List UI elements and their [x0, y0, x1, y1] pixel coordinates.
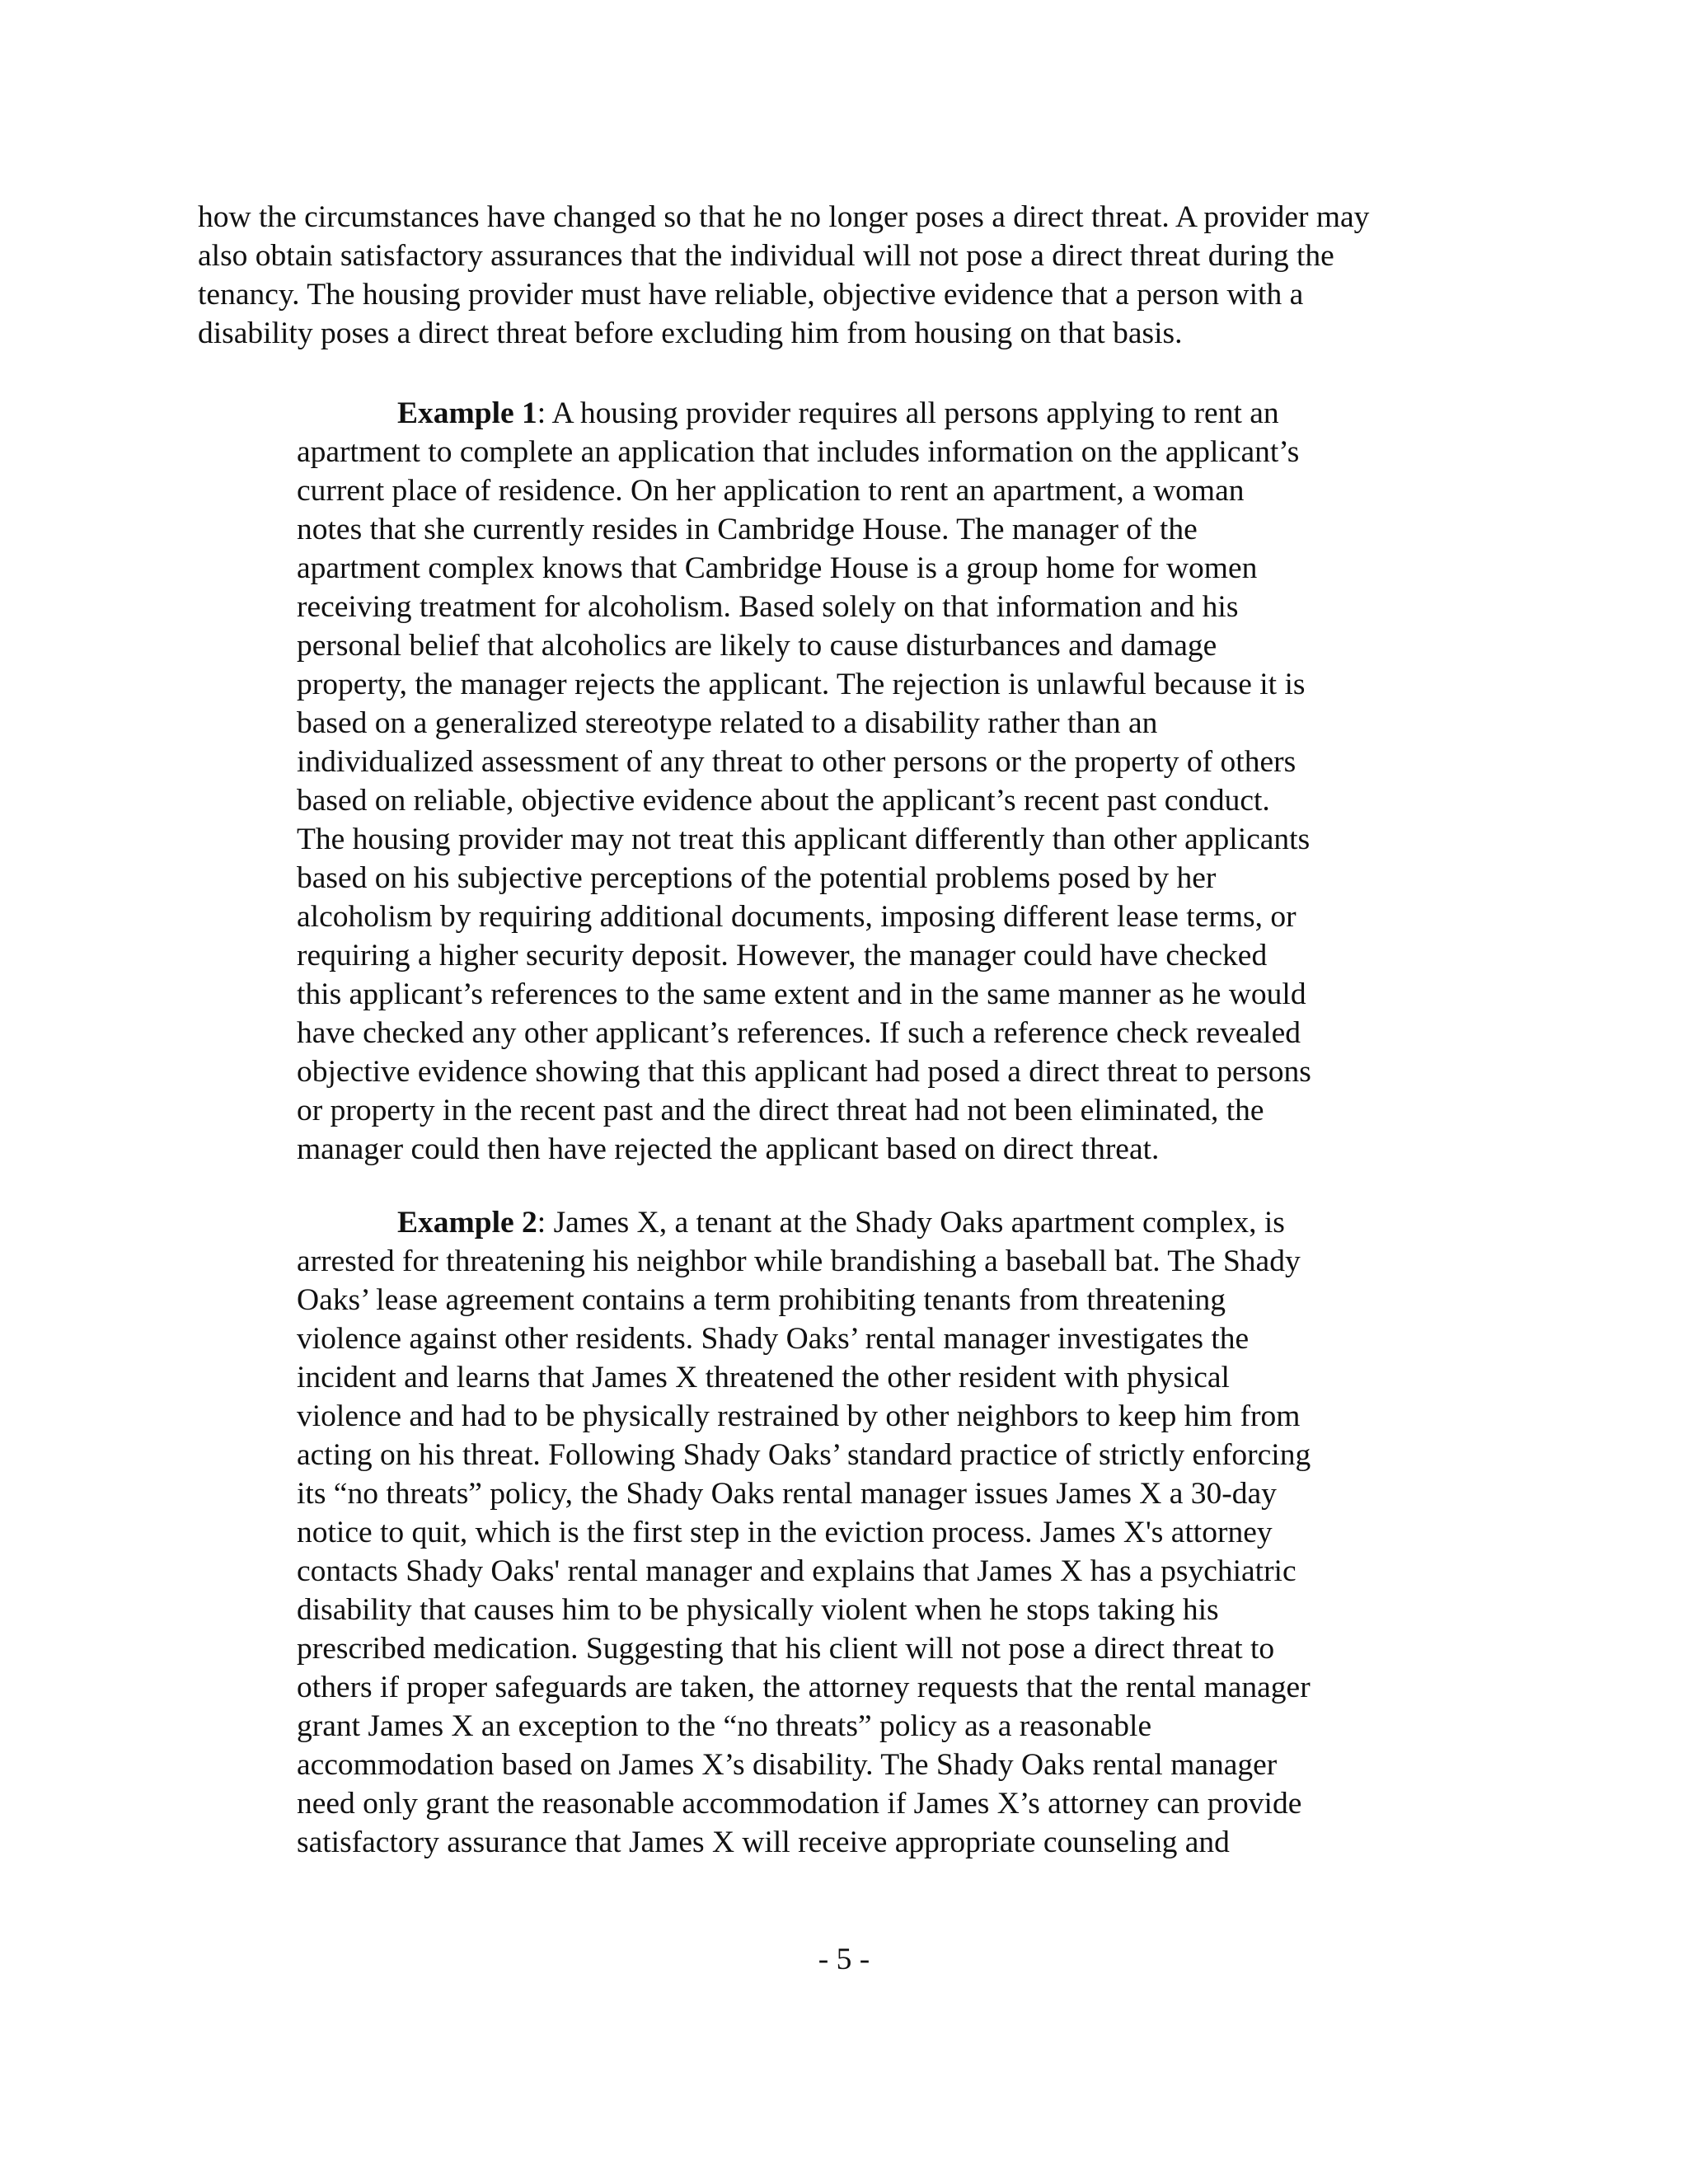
paragraph-line: disability poses a direct threat before excluding him from housing on that basis.: [198, 316, 1183, 350]
paragraph-line: or property in the recent past and the direct threat had not been eliminated, the: [297, 1094, 1264, 1127]
paragraph-line: The housing provider may not treat this applicant differently than other applicants: [297, 823, 1311, 856]
paragraph-line: based on his subjective perceptions of the potential problems posed by her: [297, 861, 1217, 895]
paragraph-line: Oaks’ lease agreement contains a term prohibiting tenants from threatening: [297, 1283, 1226, 1317]
paragraph-line: violence and had to be physically restrained by other neighbors to keep him from: [297, 1399, 1301, 1433]
paragraph-line: this applicant’s references to the same extent and in the same manner as he would: [297, 977, 1306, 1011]
paragraph-line: based on reliable, objective evidence about the applicant’s recent past conduct.: [297, 784, 1270, 818]
paragraph-line: prescribed medication. Suggesting that his client will not pose a direct threat to: [297, 1632, 1275, 1666]
paragraph-line: personal belief that alcoholics are likely to cause disturbances and damage: [297, 629, 1217, 663]
paragraph-line: property, the manager rejects the applicant. The rejection is unlawful because it is: [297, 668, 1306, 701]
paragraph-line: have checked any other applicant’s references. If such a reference check revealed: [297, 1016, 1301, 1050]
example-2-paragraph: [297, 1203, 1467, 1862]
paragraph-line: need only grant the reasonable accommodation if James X’s attorney can provide: [297, 1787, 1302, 1821]
paragraph-first-line: [297, 1203, 1467, 1242]
page-number: - 5 -: [818, 1943, 870, 1976]
paragraph-line: apartment to complete an application that includes information on the applicant’s: [297, 435, 1300, 469]
paragraph-line: violence against other residents. Shady Oaks’ rental manager investigates the: [297, 1322, 1250, 1356]
paragraph-line: manager could then have rejected the applicant based on direct threat.: [297, 1132, 1160, 1166]
paragraph-text: : James X, a tenant at the Shady Oaks apartment complex, is: [537, 1206, 1285, 1240]
paragraph-line: disability that causes him to be physically violent when he stops taking his: [297, 1593, 1219, 1627]
paragraph-line: acting on his threat. Following Shady Oaks’ standard practice of strictly enforcing: [297, 1438, 1311, 1472]
paragraph-line: tenancy. The housing provider must have reliable, objective evidence that a person with a: [198, 278, 1304, 312]
intro-paragraph: [198, 198, 1517, 353]
paragraph-line: notice to quit, which is the first step in the eviction process. James X's attorney: [297, 1516, 1273, 1549]
paragraph-line: alcoholism by requiring additional documents, imposing different lease terms, or: [297, 900, 1296, 934]
paragraph-line: its “no threats” policy, the Shady Oaks rental manager issues James X a 30-day: [297, 1477, 1277, 1511]
paragraph-line: notes that she currently resides in Cambridge House. The manager of the: [297, 513, 1198, 546]
paragraph-line: receiving treatment for alcoholism. Based solely on that information and his: [297, 590, 1239, 624]
paragraph-line: also obtain satisfactory assurances that the individual will not pose a direct threat during the: [198, 239, 1334, 273]
paragraph-line: based on a generalized stereotype related to a disability rather than an: [297, 706, 1158, 740]
example-label: Example 1: [397, 396, 537, 430]
paragraph-line: incident and learns that James X threatened the other resident with physical: [297, 1361, 1230, 1394]
paragraph-line: accommodation based on James X’s disability. The Shady Oaks rental manager: [297, 1748, 1278, 1782]
paragraph-first-line: [297, 394, 1467, 433]
paragraph-line: current place of residence. On her application to rent an apartment, a woman: [297, 474, 1245, 508]
paragraph-text: : A housing provider requires all persons applying to rent an: [537, 396, 1279, 430]
paragraph-line: apartment complex knows that Cambridge House is a group home for women: [297, 551, 1258, 585]
paragraph-line: requiring a higher security deposit. However, the manager could have checked: [297, 939, 1268, 972]
paragraph-line: satisfactory assurance that James X will receive appropriate counseling and: [297, 1825, 1230, 1859]
paragraph-line: individualized assessment of any threat to other persons or the property of others: [297, 745, 1296, 779]
paragraph-line: contacts Shady Oaks' rental manager and explains that James X has a psychiatric: [297, 1554, 1296, 1588]
example-1-paragraph: [297, 394, 1467, 1169]
paragraph-line: objective evidence showing that this applicant had posed a direct threat to persons: [297, 1055, 1311, 1089]
paragraph-line: how the circumstances have changed so that he no longer poses a direct threat. A provider may: [198, 200, 1370, 234]
paragraph-line: arrested for threatening his neighbor while brandishing a baseball bat. The Shady: [297, 1244, 1301, 1278]
paragraph-line: others if proper safeguards are taken, the attorney requests that the rental manager: [297, 1671, 1311, 1704]
paragraph-line: grant James X an exception to the “no threats” policy as a reasonable: [297, 1709, 1152, 1743]
example-label: Example 2: [397, 1206, 537, 1240]
